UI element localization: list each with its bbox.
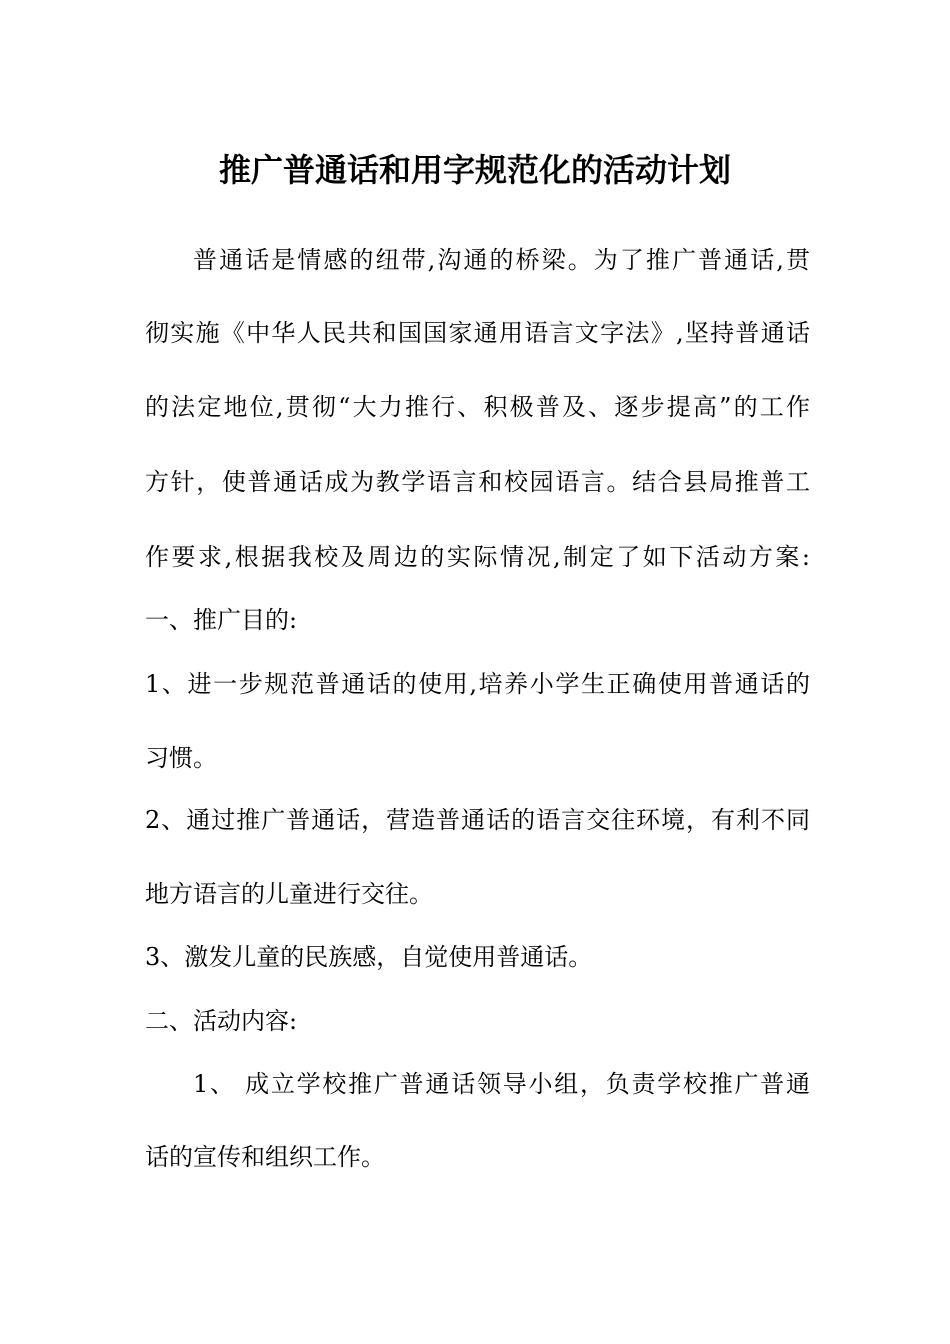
- paragraph-line: 作要求,根据我校及周边的实际情况,制定了如下活动方案:: [145, 543, 810, 571]
- paragraph-line: 的法定地位,贯彻“大力推行、积极普及、逐步提高”的工作: [145, 393, 810, 421]
- paragraph-line: 彻实施《中华人民共和国国家通用语言文字法》,坚持普通话: [145, 319, 810, 347]
- list-item-line: 1、 成立学校推广普通话领导小组，负责学校推广普通: [193, 1070, 810, 1098]
- paragraph-line: 方针，使普通话成为教学语言和校园语言。结合县局推普工: [145, 468, 810, 496]
- list-item-line: 2、通过推广普通话，营造普通话的语言交往环境，有利不同: [145, 806, 810, 834]
- list-item-line: 1、进一步规范普通话的使用,培养小学生正确使用普通话的: [145, 670, 810, 698]
- list-item-line: 3、激发儿童的民族感，自觉使用普通话。: [145, 943, 593, 971]
- section-heading: 一、推广目的:: [145, 606, 298, 634]
- section-heading: 二、活动内容:: [145, 1007, 298, 1035]
- document-title: 推广普通话和用字规范化的活动计划: [218, 151, 731, 189]
- list-item-line: 话的宣传和组织工作。: [145, 1143, 385, 1171]
- list-item-line: 地方语言的儿童进行交往。: [145, 880, 433, 908]
- list-item-line: 习惯。: [145, 744, 217, 772]
- paragraph-line: 普通话是情感的纽带,沟通的桥梁。为了推广普通话,贯: [193, 246, 810, 274]
